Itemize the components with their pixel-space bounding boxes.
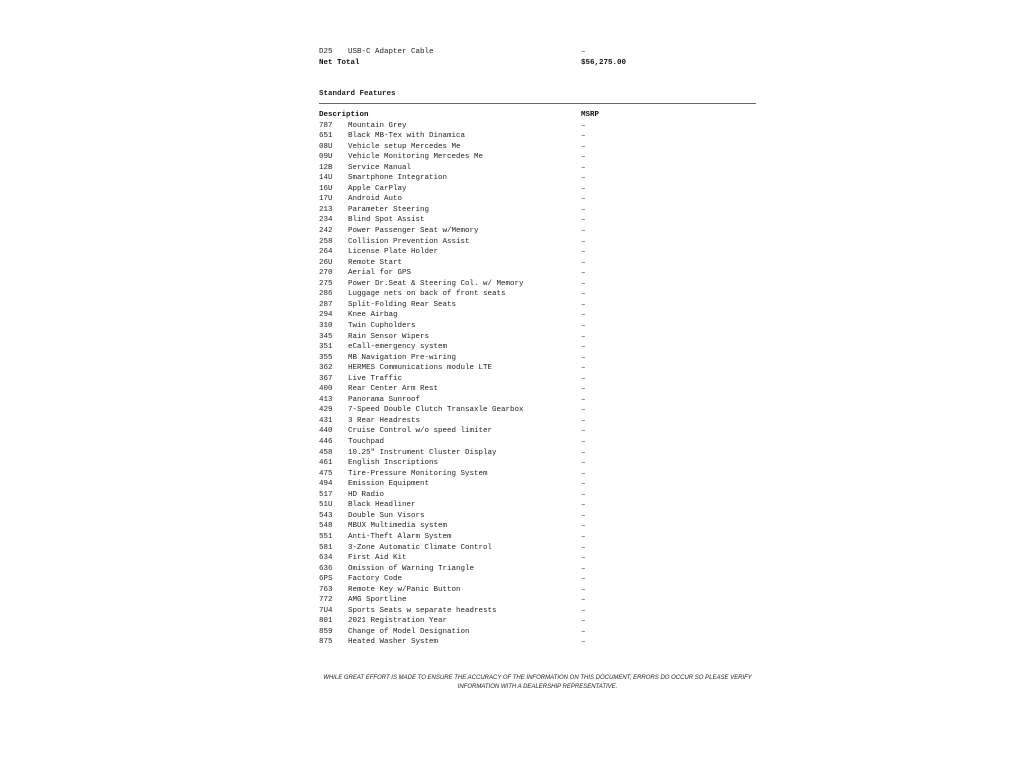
feature-description: Collision Prevention Assist	[348, 237, 470, 246]
feature-msrp: –	[581, 532, 586, 541]
feature-msrp: –	[581, 617, 586, 626]
feature-msrp: –	[581, 585, 586, 594]
feature-description: Service Manual	[348, 163, 412, 172]
feature-msrp: –	[581, 163, 586, 172]
feature-msrp: –	[581, 543, 586, 552]
feature-msrp: –	[581, 248, 586, 257]
feature-code: 51U	[319, 501, 333, 510]
feature-msrp: –	[581, 448, 586, 457]
feature-msrp: –	[581, 554, 586, 563]
feature-code: 16U	[319, 184, 333, 193]
feature-description: Knee Airbag	[348, 311, 398, 320]
feature-code: 08U	[319, 142, 333, 151]
feature-description: 3 Rear Headrests	[348, 416, 421, 425]
feature-code: 458	[319, 448, 333, 457]
feature-msrp: –	[581, 469, 586, 478]
feature-description: Heated Washer System	[348, 638, 439, 647]
feature-description: Remote Key w/Panic Button	[348, 585, 461, 594]
feature-msrp: –	[581, 121, 586, 130]
feature-msrp: –	[581, 205, 586, 214]
feature-code: 517	[319, 490, 333, 499]
feature-code: 264	[319, 248, 333, 257]
feature-msrp: –	[581, 575, 586, 584]
feature-code: 362	[319, 364, 333, 373]
feature-code: 636	[319, 564, 333, 573]
feature-description: Panorama Sunroof	[348, 395, 421, 404]
feature-description: Split-Folding Rear Seats	[348, 300, 457, 309]
feature-description: Rain Sensor Wipers	[348, 332, 430, 341]
feature-msrp: –	[581, 353, 586, 362]
disclaimer: WHILE GREAT EFFORT IS MADE TO ENSURE THE ACCURACY OF THE INFORMATION ON THIS DOCUMENT, ERRORS DO OCCUR SO PLEASE VERIFY INFORMATION WITH A DEALERSHIP REPRESENTATIVE.	[323, 675, 752, 690]
feature-msrp: –	[581, 395, 586, 404]
feature-code: 258	[319, 237, 333, 246]
feature-description: Luggage nets on back of front seats	[348, 290, 506, 299]
feature-description: eCall-emergency system	[348, 343, 448, 352]
feature-code: 494	[319, 480, 333, 489]
feature-description: Omission of Warning Triangle	[348, 564, 475, 573]
feature-description: Twin Cupholders	[348, 321, 416, 330]
feature-description: Aerial for GPS	[348, 269, 412, 278]
feature-msrp: –	[581, 427, 586, 436]
feature-msrp: –	[581, 606, 586, 615]
feature-description: Blind Spot Assist	[348, 216, 425, 225]
feature-msrp: –	[581, 269, 586, 278]
feature-code: 581	[319, 543, 333, 552]
feature-code: 12B	[319, 163, 333, 172]
feature-code: 234	[319, 216, 333, 225]
feature-description: Change of Model Designation	[348, 627, 470, 636]
feature-code: 367	[319, 374, 333, 383]
feature-code: 287	[319, 300, 333, 309]
feature-description: License Plate Holder	[348, 248, 439, 257]
item-description: USB-C Adapter Cable	[348, 48, 434, 56]
feature-description: Apple CarPlay	[348, 184, 407, 193]
feature-description: MB Navigation Pre-wiring	[348, 353, 457, 362]
header-msrp: MSRP	[581, 111, 600, 119]
feature-msrp: –	[581, 480, 586, 489]
feature-msrp: –	[581, 174, 586, 183]
feature-msrp: –	[581, 459, 586, 468]
feature-msrp: –	[581, 153, 586, 162]
feature-description: Sports Seats w separate headrests	[348, 606, 497, 615]
feature-code: 763	[319, 585, 333, 594]
feature-description: MBUX Multimedia system	[348, 522, 448, 531]
feature-description: Touchpad	[348, 438, 385, 446]
feature-msrp: –	[581, 195, 586, 204]
feature-code: 213	[319, 205, 333, 214]
feature-description: Android Auto	[348, 195, 403, 204]
feature-code: 440	[319, 427, 333, 436]
feature-code: 548	[319, 522, 333, 531]
feature-description: Remote Start	[348, 258, 403, 267]
feature-code: 17U	[319, 195, 333, 204]
feature-code: 355	[319, 353, 333, 362]
feature-code: 7U4	[319, 606, 333, 615]
feature-code: 551	[319, 532, 333, 541]
feature-msrp: –	[581, 490, 586, 499]
feature-description: Power Passenger Seat w/Memory	[348, 227, 479, 235]
net-total-value: $56,275.00	[581, 59, 627, 67]
feature-description: Vehicle setup Mercedes Me	[348, 142, 461, 151]
feature-msrp: –	[581, 501, 586, 510]
feature-msrp: –	[581, 237, 586, 246]
feature-code: 26U	[319, 258, 333, 267]
feature-msrp: –	[581, 142, 586, 151]
feature-code: 801	[319, 617, 333, 626]
feature-code: 772	[319, 596, 333, 605]
feature-description: Emission Equipment	[348, 480, 430, 489]
feature-code: 345	[319, 332, 333, 341]
feature-code: 475	[319, 469, 333, 478]
feature-description: Mountain Grey	[348, 121, 407, 130]
feature-msrp: –	[581, 300, 586, 309]
feature-code: 14U	[319, 174, 333, 183]
feature-code: 859	[319, 627, 333, 636]
feature-description: AMG Sportline	[348, 596, 407, 605]
feature-code: 543	[319, 511, 333, 520]
feature-code: 413	[319, 395, 333, 404]
feature-msrp: –	[581, 343, 586, 352]
feature-description: First Aid Kit	[348, 554, 407, 563]
section-divider	[319, 103, 756, 104]
feature-code: 09U	[319, 153, 333, 162]
feature-description: Black MB-Tex with Dinamica	[348, 132, 466, 141]
feature-code: 446	[319, 438, 333, 446]
section-title: Standard Features	[319, 90, 396, 98]
feature-code: 651	[319, 132, 333, 141]
feature-description: HERMES Communications module LTE	[348, 364, 493, 373]
feature-description: Smartphone Integration	[348, 174, 448, 183]
feature-code: 286	[319, 290, 333, 299]
feature-msrp: –	[581, 364, 586, 373]
feature-code: 634	[319, 554, 333, 563]
feature-description: Double Sun Visors	[348, 511, 425, 520]
feature-code: 6PS	[319, 575, 333, 584]
feature-description: 2021 Registration Year	[348, 617, 448, 626]
feature-msrp: –	[581, 416, 586, 425]
feature-msrp: –	[581, 184, 586, 193]
feature-code: 242	[319, 227, 333, 235]
feature-description: Vehicle Monitoring Mercedes Me	[348, 153, 484, 162]
feature-code: 294	[319, 311, 333, 320]
feature-description: Parameter Steering	[348, 205, 430, 214]
feature-description: Tire-Pressure Monitoring System	[348, 469, 488, 478]
feature-msrp: –	[581, 385, 586, 394]
feature-description: 7-Speed Double Clutch Transaxle Gearbox	[348, 406, 524, 415]
feature-description: 3-Zone Automatic Climate Control	[348, 543, 493, 552]
feature-code: 431	[319, 416, 333, 425]
feature-msrp: –	[581, 227, 586, 235]
feature-msrp: –	[581, 216, 586, 225]
feature-code: 400	[319, 385, 333, 394]
header-description: Description	[319, 111, 369, 119]
feature-description: Cruise Control w/o speed limiter	[348, 427, 493, 436]
feature-description: 10.25" Instrument Cluster Display	[348, 448, 497, 457]
feature-msrp: –	[581, 258, 586, 267]
feature-description: Anti-Theft Alarm System	[348, 532, 452, 541]
feature-code: 275	[319, 279, 333, 288]
feature-code: 461	[319, 459, 333, 468]
feature-description: Rear Center Arm Rest	[348, 385, 439, 394]
feature-msrp: –	[581, 279, 586, 288]
feature-code: 787	[319, 121, 333, 130]
feature-description: Black Headliner	[348, 501, 416, 510]
feature-code: 351	[319, 343, 333, 352]
feature-msrp: –	[581, 438, 586, 446]
feature-msrp: –	[581, 596, 586, 605]
feature-description: English Inscriptions	[348, 459, 439, 468]
feature-description: Factory Code	[348, 575, 403, 584]
feature-msrp: –	[581, 627, 586, 636]
feature-description: Live Traffic	[348, 374, 403, 383]
feature-msrp: –	[581, 332, 586, 341]
net-total-label: Net Total	[319, 59, 360, 67]
feature-code: 875	[319, 638, 333, 647]
feature-msrp: –	[581, 522, 586, 531]
feature-msrp: –	[581, 132, 586, 141]
feature-msrp: –	[581, 564, 586, 573]
item-msrp: –	[581, 48, 586, 56]
feature-msrp: –	[581, 321, 586, 330]
feature-code: 270	[319, 269, 333, 278]
feature-msrp: –	[581, 511, 586, 520]
feature-code: 429	[319, 406, 333, 415]
feature-msrp: –	[581, 638, 586, 647]
feature-description: HD Radio	[348, 490, 385, 499]
feature-code: 310	[319, 321, 333, 330]
feature-description: Power Dr.Seat & Steering Col. w/ Memory	[348, 279, 524, 288]
feature-msrp: –	[581, 374, 586, 383]
feature-msrp: –	[581, 290, 586, 299]
feature-msrp: –	[581, 311, 586, 320]
feature-msrp: –	[581, 406, 586, 415]
item-code: D25	[319, 48, 333, 56]
